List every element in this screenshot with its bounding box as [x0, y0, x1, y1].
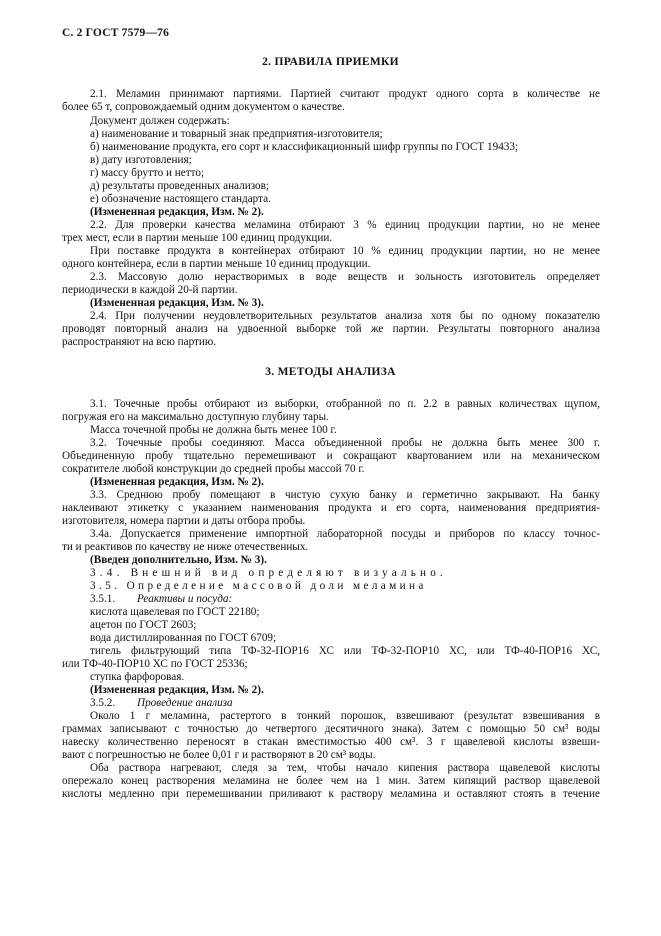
- paragraph-line: 3.4а. Допускается применение импортной лабораторной посуды и приборов по классу точнос-: [90, 528, 600, 540]
- list-item: б) наименование продукта, его сорт и классификационный шифр группы по ГОСТ 19433;: [90, 141, 519, 153]
- paragraph-line: наклеивают этикетку с указанием наименования продукта и его сорта, наименования предприятия-: [62, 502, 600, 514]
- paragraph-line: 2.2. Для проверки качества меламина отбирают 3 % единиц продукции партии, но не менее: [90, 219, 600, 231]
- paragraph-line: граммах записывают с точностью до четвертого десятичного знака). Затем с помощью 50 см³ воды: [62, 723, 600, 735]
- paragraph-line: сократителе любой конструкции до средней пробы массой 70 г.: [62, 463, 365, 475]
- list-item: а) наименование и товарный знак предприятия-изготовителя;: [90, 128, 383, 140]
- paragraph-line: опережало конец растворения меламина не более чем на 1 мин. Затем кипящий раствор щавелевой: [62, 775, 600, 787]
- section-2-title: 2. ПРАВИЛА ПРИЕМКИ: [262, 56, 399, 68]
- revision-note: (Измененная редакция, Изм. № 2).: [90, 476, 264, 488]
- paragraph-line: более 65 т, сопровождаемый одним документом о качестве.: [62, 101, 345, 113]
- paragraph-line: проводят повторный анализ на удвоенной выборке той же партии. Результаты повторного анализа: [62, 323, 600, 335]
- list-item: в) дату изготовления;: [90, 154, 192, 166]
- page-header: С. 2 ГОСТ 7579—76: [62, 27, 170, 39]
- clause-number: 3.5.2.: [90, 697, 116, 709]
- section-3-title: 3. МЕТОДЫ АНАЛИЗА: [265, 366, 396, 378]
- list-item: тигель фильтрующий типа ТФ-32-ПОР16 ХС или ТФ-32-ПОР10 ХС, или ТФ-40-ПОР16 ХС,: [90, 645, 600, 657]
- list-item: или ТФ-40-ПОР10 ХС по ГОСТ 25336;: [62, 658, 248, 670]
- paragraph-line: Объединенную пробу тщательно перемешивают и сокращают квартованием или на механическом: [62, 450, 600, 462]
- paragraph-line: изготовителя, номера партии и даты отбора пробы.: [62, 515, 306, 527]
- paragraph-line: кислоты медленно при перемешивании приливают к раствору меламина и оставляют стоять в течение: [62, 788, 600, 800]
- revision-note: (Измененная редакция, Изм. № 2).: [90, 684, 264, 696]
- paragraph-line: одного контейнера, если в партии меньше 10 единиц продукции.: [62, 258, 371, 270]
- paragraph-line: периодически в каждой 20-й партии.: [62, 284, 238, 296]
- paragraph-line: 2.3. Массовую долю нерастворимых в воде веществ и зольность изготовитель определяет: [90, 271, 600, 283]
- clause-title: Проведение анализа: [137, 697, 233, 709]
- list-item: кислота щавелевая по ГОСТ 22180;: [90, 606, 260, 618]
- paragraph-line: 2.4. При получении неудовлетворительных результатов анализа хотя бы по одному показателю: [90, 310, 600, 322]
- paragraph-line: 2.1. Меламин принимают партиями. Партией считают продукт одного сорта в количестве не: [90, 88, 600, 100]
- list-item: ступка фарфоровая.: [90, 671, 185, 683]
- paragraph-line: навеску количественно переносят в стакан вместимостью 400 см³. 3 г щавелевой кислоты взвеши-: [62, 736, 600, 748]
- revision-note: (Измененная редакция, Изм. № 2).: [90, 206, 264, 218]
- paragraph-line: распространяют на всю партию.: [62, 336, 217, 348]
- list-item: ацетон по ГОСТ 2603;: [90, 619, 197, 631]
- list-item: д) результаты проведенных анализов;: [90, 180, 270, 192]
- paragraph-line: вают с погрешностью не более 0,01 г и растворяют в 20 см³ воды.: [62, 749, 376, 761]
- list-item: вода дистиллированная по ГОСТ 6709;: [90, 632, 277, 644]
- paragraph-line: Около 1 г меламина, растертого в тонкий порошок, взвешивают (результат взвешивания в: [90, 710, 600, 722]
- paragraph-line: 3.3. Среднюю пробу помещают в чистую сухую банку и герметично закрывают. На банку: [90, 489, 600, 501]
- paragraph-line: погружая его на максимально доступную глубину тары.: [62, 411, 329, 423]
- paragraph-line: 3.2. Точечные пробы соединяют. Масса объединенной пробы не должна быть менее 300 г.: [90, 437, 600, 449]
- paragraph-line: ти и реактивов по качеству не ниже отечественных.: [62, 541, 309, 553]
- clause-number: 3.5.1.: [90, 593, 116, 605]
- subsection-heading: 3.5. Определение массовой доли меламина: [90, 580, 427, 592]
- paragraph-line: трех мест, если в партии меньше 100 единиц продукции.: [62, 232, 333, 244]
- subsection-heading: 3.4. Внешний вид определяют визуально.: [90, 567, 448, 579]
- paragraph-line: 3.1. Точечные пробы отбирают из выборки, отобранной по п. 2.2 в равных количествах щупом,: [90, 398, 600, 410]
- clause-title: Реактивы и посуда:: [137, 593, 233, 605]
- paragraph-line: При поставке продукта в контейнерах отбирают 10 % единиц продукции партии, но не менее: [90, 245, 600, 257]
- paragraph-line: Документ должен содержать:: [90, 115, 230, 127]
- paragraph-line: Оба раствора нагревают, следя за тем, чтобы начало кипения раствора щавелевой кислоты: [90, 762, 600, 774]
- revision-note: (Измененная редакция, Изм. № 3).: [90, 297, 264, 309]
- list-item: е) обозначение настоящего стандарта.: [90, 193, 271, 205]
- revision-note: (Введен дополнительно, Изм. № 3).: [90, 554, 267, 566]
- list-item: г) массу брутто и нетто;: [90, 167, 205, 179]
- paragraph-line: Масса точечной пробы не должна быть менее 100 г.: [90, 424, 337, 436]
